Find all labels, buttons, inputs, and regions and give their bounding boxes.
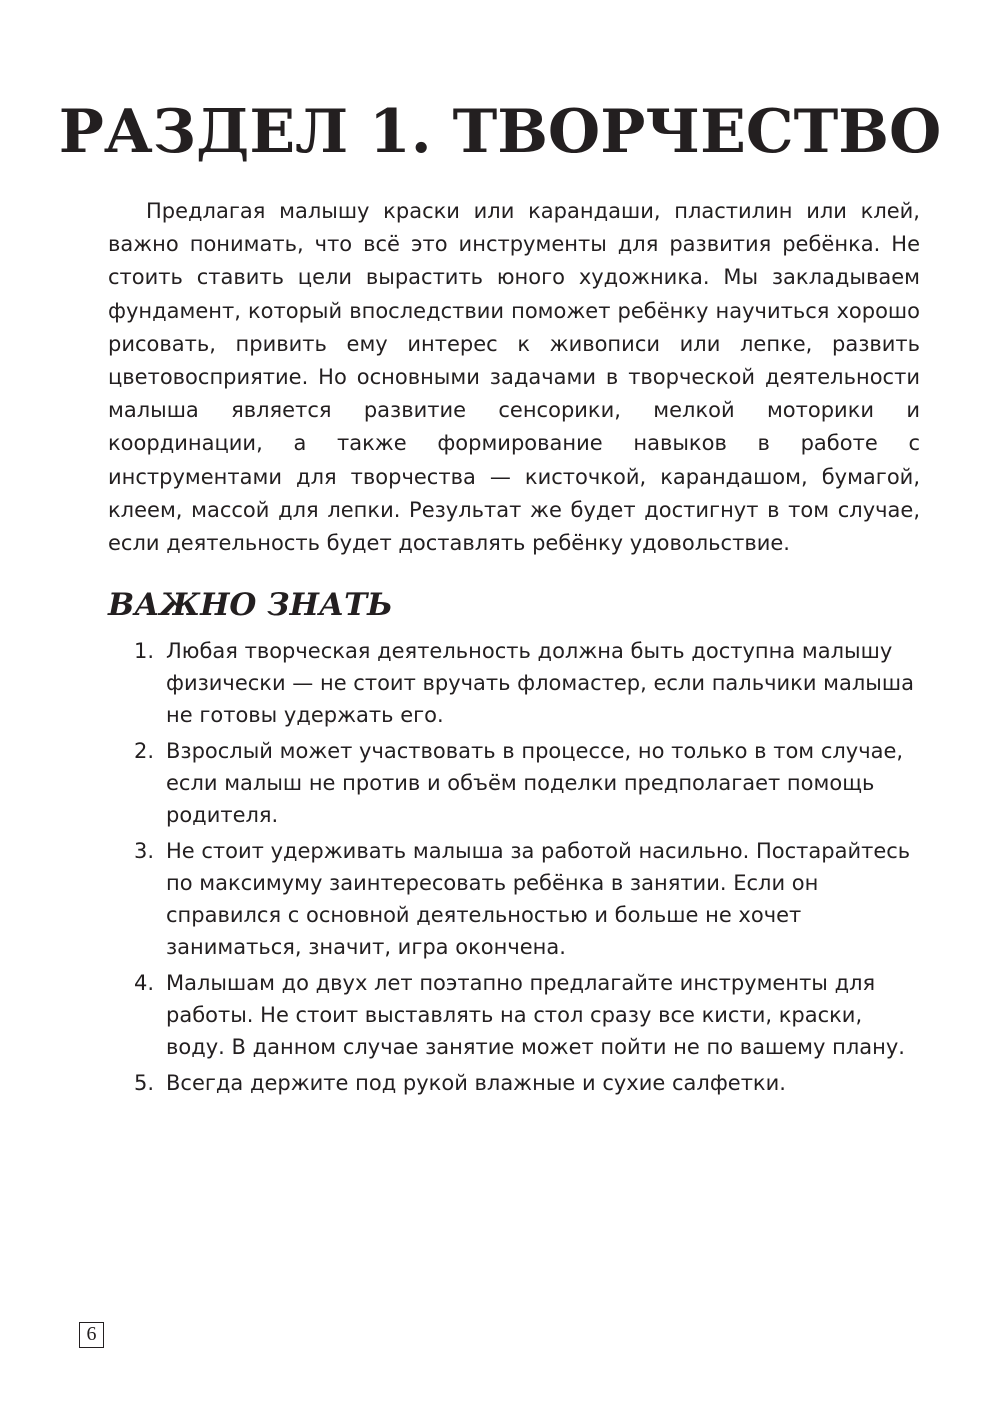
list-item-number: 1. bbox=[134, 639, 155, 663]
list-item-number: 2. bbox=[134, 739, 155, 763]
tips-list bbox=[108, 635, 920, 1103]
list-item-text: Взрослый может участвовать в процессе, но только в том случае, если малыш не против и объём поделки предполагает помощь родителя. bbox=[166, 739, 904, 827]
page-number: 6 bbox=[79, 1322, 104, 1348]
list-item-number: 3. bbox=[134, 839, 155, 863]
list-item-text: Не стоит удерживать малыша за работой насильно. Постарайтесь по максимуму заинтересовать ребёнка в занятии. Если он справился с основной деятельностью и больше не хочет заниматься, значит, игра окончена. bbox=[166, 839, 911, 959]
list-item bbox=[108, 835, 920, 963]
page-title: РАЗДЕЛ 1. ТВОРЧЕСТВО bbox=[58, 97, 942, 167]
list-item bbox=[108, 967, 920, 1063]
section-heading: ВАЖНО ЗНАТЬ bbox=[108, 587, 393, 623]
list-item-number: 4. bbox=[134, 971, 155, 995]
list-item-text: Любая творческая деятельность должна быть доступна малышу физически — не стоит вручать фломастер, если пальчики малыша не готовы удержать его. bbox=[166, 639, 914, 727]
list-item bbox=[108, 635, 920, 731]
list-item-text: Малышам до двух лет поэтапно предлагайте инструменты для работы. Не стоит выставлять на стол сразу все кисти, краски, воду. В данном случае занятие может пойти не по вашему плану. bbox=[166, 971, 905, 1059]
list-item bbox=[108, 735, 920, 831]
list-item-text: Всегда держите под рукой влажные и сухие салфетки. bbox=[166, 1071, 786, 1095]
list-item-number: 5. bbox=[134, 1071, 155, 1095]
list-item bbox=[108, 1067, 920, 1099]
intro-paragraph: Предлагая малышу краски или карандаши, пластилин или клей, важно понимать, что всё это инструменты для развития ребёнка. Не стоить ставить цели вырастить юного художника. Мы закладываем фундамент, который впоследствии поможет ребёнку научиться хорошо рисовать, привить ему интерес к живописи или лепке, развить цветовосприятие. Но основными задачами в творческой деятельности малыша является развитие сенсорики, мелкой моторики и координации, а также формирование навыков в работе с инструментами для творчества — кисточкой, карандашом, бумагой, клеем, массой для лепки. Результат же будет достигнут в том случае, если деятельность будет доставлять ребёнку удовольствие. bbox=[108, 199, 920, 556]
